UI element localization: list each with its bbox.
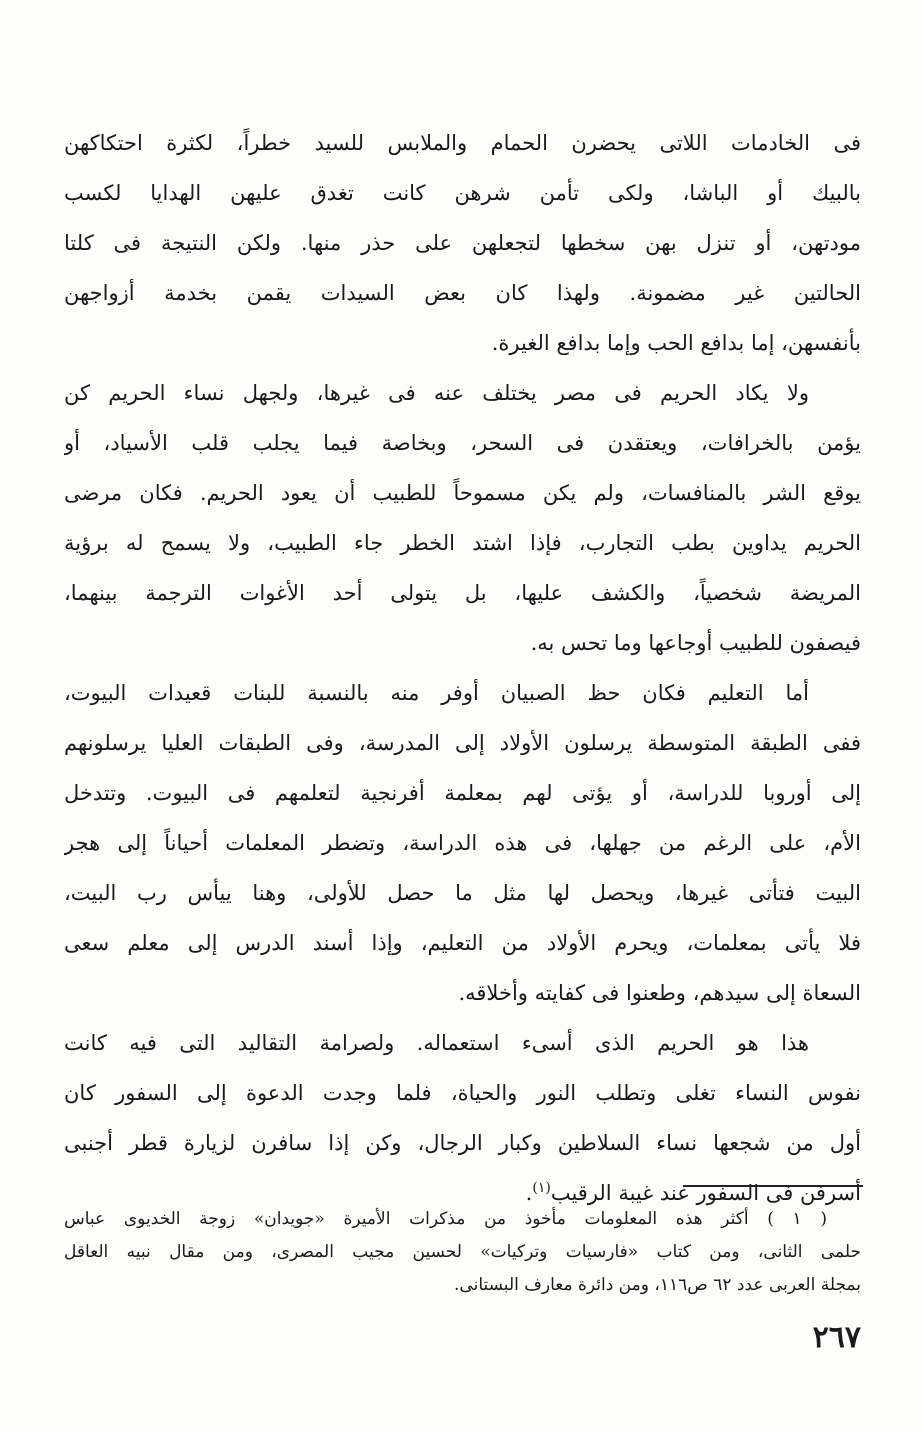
footnote-line: بمجلة العربى عدد ٦٢ ص١١٦، ومن دائرة معارف البستانى. [454,1275,861,1295]
text-line: الحريم يداوين بطب التجارب، فإذا اشتد الخطر جاء الطبيب، ولا يسمح له برؤية [64,531,861,555]
text-line: فى الخادمات اللاتى يحضرن الحمام والملابس للسيد خطراً، لكثرة احتكاكهن [64,131,861,155]
text-line: المريضة شخصياً، والكشف عليها، بل يتولى أحد الأغوات الترجمة بينهما، [64,581,861,605]
text-line: نفوس النساء تغلى وتطلب النور والحياة، فلما وجدت الدعوة إلى السفور كان [64,1081,861,1105]
body-text [64,118,861,1218]
text-line: بأنفسهن، إما بدافع الحب وإما بدافع الغيرة. [491,331,861,355]
text-line: أول من شجعها نساء السلاطين وكبار الرجال، وكن إذا سافرن لزيارة قطر أجنبى [64,1131,861,1155]
text-line: السعاة إلى سيدهم، وطعنوا فى كفايته وأخلاقه. [458,981,861,1005]
footnote-line: حلمى الثانى، ومن كتاب «فارسيات وتركيات» لحسين مجيب المصرى، ومن مقال نبيه العاقل [64,1242,861,1262]
text-line: الأم، على الرغم من جهلها، فى هذه الدراسة، وتضطر المعلمات أحياناً إلى هجر [64,831,861,855]
text-line: الحالتين غير مضمونة. ولهذا كان بعض السيدات يقمن بخدمة أزواجهن [64,281,861,305]
text-line: بالبيك أو الباشا، ولكى تأمن شرهن كانت تغدق عليهن الهدايا لكسب [64,181,861,205]
text-line: فلا يأتى بمعلمات، ويحرم الأولاد من التعليم، وإذا أسند الدرس إلى معلم سعى [64,931,861,955]
paragraph-start-line: هذا هو الحريم الذى أسىء استعماله. ولصرامة التقاليد التى فيه كانت [64,1031,809,1055]
footnote-separator [683,1185,863,1187]
text-line-content: أسرفن فى السفور عند غيبة الرقيب [550,1181,861,1205]
text-line: فيصفون للطبيب أوجاعها وما تحس به. [530,631,861,655]
text-line: إلى أوروبا للدراسة، أو يؤتى لهم بمعلمة أفرنجية لتعلمهم فى البيوت. وتتدخل [64,781,861,805]
text-line: يوقع الشر بالمنافسات، ولم يكن مسموحاً للطبيب أن يعود الحريم. فكان مرضى [64,481,861,505]
footnote-reference[interactable]: (١) [532,1180,551,1196]
paragraph-start-line: ولا يكاد الحريم فى مصر يختلف عنه فى غيرها، ولجهل نساء الحريم كن [64,381,809,405]
text-line: مودتهن، أو تنزل بهن سخطها لتجعلهن على حذر منها. ولكن النتيجة فى كلتا [64,231,861,255]
text-line: البيت فتأتى غيرها، ويحصل لها مثل ما حصل للأولى، وهنا ييأس رب البيت، [64,881,861,905]
page-number: ٢٦٧ [812,1320,861,1355]
text-line: ففى الطبقة المتوسطة يرسلون الأولاد إلى المدرسة، وفى الطبقات العليا يرسلونهم [64,731,861,755]
paragraph-start-line: أما التعليم فكان حظ الصبيان أوفر منه بالنسبة للبنات قعيدات البيوت، [64,681,809,705]
sentence-end: . [525,1181,533,1205]
text-line: يؤمن بالخرافات، ويعتقدن فى السحر، وبخاصة فيما يجلب قلب الأسياد، أو [64,431,861,455]
footnote-line: ( ١ ) أكثر هذه المعلومات مأخوذ من مذكرات الأميرة «جويدان» زوجة الخديوى عباس [64,1209,827,1229]
footnote [64,1203,861,1302]
